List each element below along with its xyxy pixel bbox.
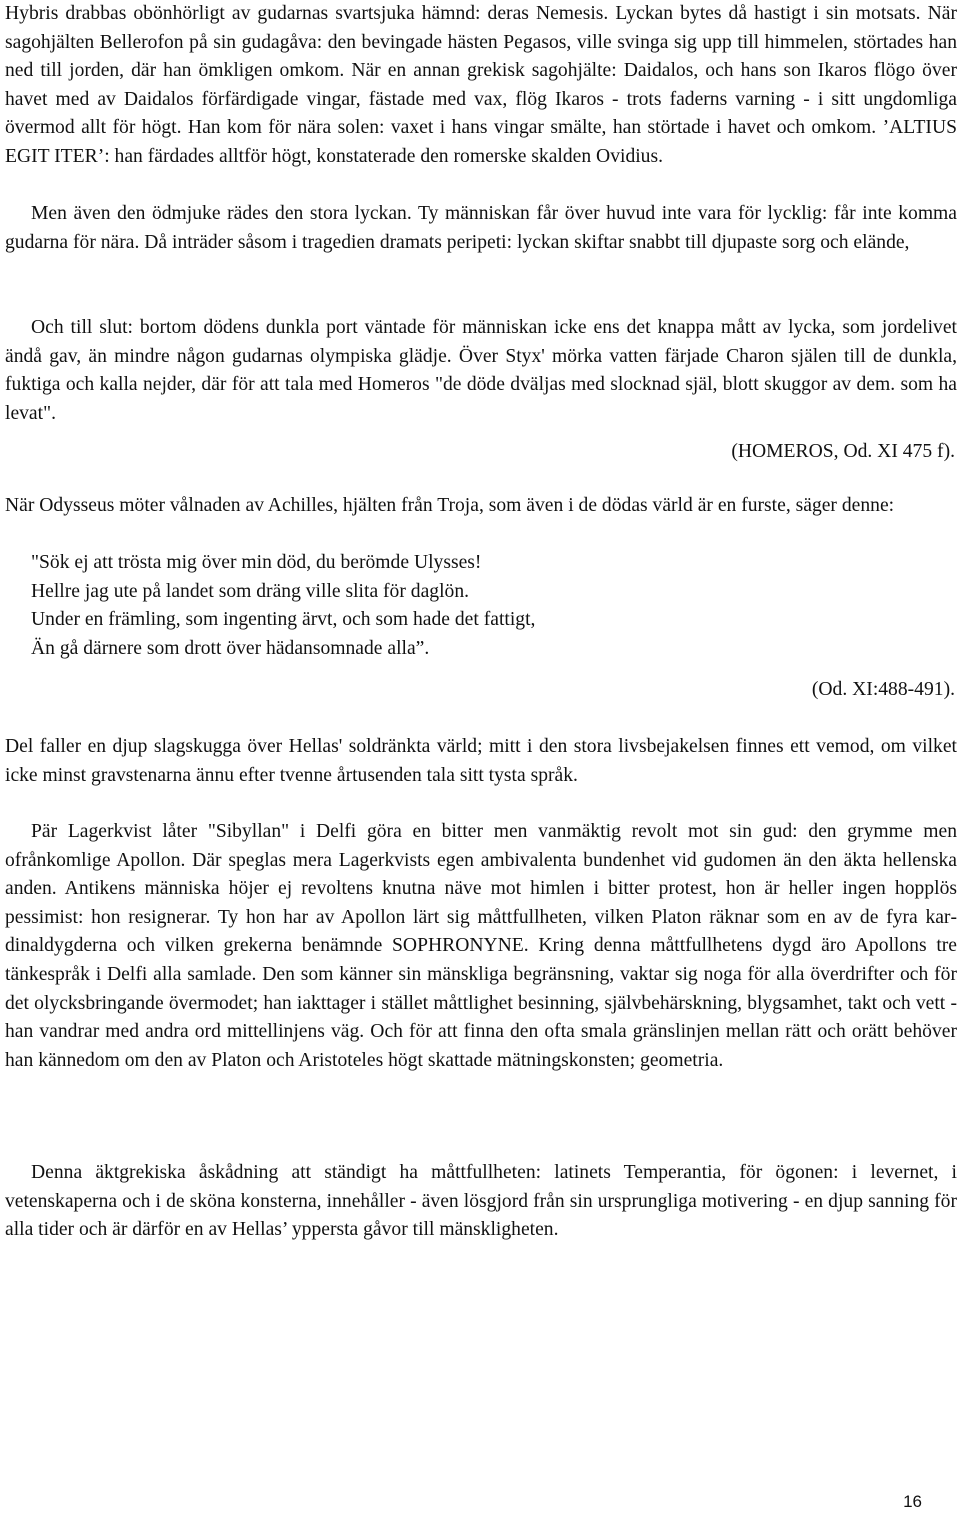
paragraph-odysseus: När Odysseus möter vålnaden av Achilles, hjälten från Troja, som även i de dödas värld är en furste, säger denne: (5, 495, 895, 516)
verse-line: Hellre jag ute på landet som dräng ville slita för daglön. (31, 580, 470, 602)
paragraph-odmjuke: Men även den ödmjuke rädes den stora lyckan. Ty människan får över huvud inte vara för lycklig: får inte komma gudarna för nära. Då inträder såsom i tragedien dramats peripeti: lyckan skiftar snabbt till djupaste sorg och elände, (5, 203, 957, 253)
verse-line: "Sök ej att trösta mig över min död, du berömde Ulysses! (31, 552, 482, 573)
verse-line: Under en främling, som ingenting ärvt, och som hade det fattigt, (31, 609, 536, 631)
verse-quote (31, 549, 535, 663)
paragraph-lagerkvist: Pär Lagerkvist låter "Sibyllan" i Delfi göra en bitter men vanmäktig revolt mot sin gud: den grymme men ofrånkomlige Apollon. Där speglas mera Lagerkvists egen ambivalenta bundenhet vid gudomen än den äkta hellenska anden. Antikens människa höjer ej revoltens knutna näve mot himlen i bitter protest, hon är heller ingen hopplös pessimist: hon resignerar. Ty hon har av Apollon lärt sig måttfullheten, vilken Platon räknar som en av de fyra kardinaldygderna och vilken grekerna benämnde SOPHRONYNE. Kring denna måttfullhetens dygd äro Apollons tre tänkespråk i Delfi alla samlade. Den som känner sin mänskliga begränsning, vaktar sig noga för alla överdrifter och för det olycksbringande övermodet; han iakttager i stället måttlighet besinning, självbehärskning, blygsamhet, takt och vett - han vandrar med andra ord mittellinjens väg. Och för att finna den ofta smala gränslinjen mellan rätt och orätt behöver han kännedom om den av Platon och Aristoteles högt skattade mätningskonsten; geometria. (5, 821, 957, 1071)
citation-odyssey: (Od. XI:488-491). (811, 679, 955, 700)
paragraph-dodens-port: Och till slut: bortom dödens dunkla port väntade för människan icke ens det knappa mått av lycka, som jordelivet ändå gav, än mindre någon gudarnas olympiska glädje. Över Styx' mörka vatten färjade Charon själen till de dunkla, fuktiga och kalla nejder, där för att tala med Homeros "de döde dväljas med slocknad själ, blott skuggor av dem. som ha levat". (5, 317, 957, 424)
paragraph-hybris: Hybris drabbas obönhörligt av gudarnas svartsjuka hämnd: deras Nemesis. Lyckan bytes då hastigt i sin motsats. När sagohjälten Bellerofon på sin gudagåva: den bevingade hästen Pegasos, ville svinga sig upp till himmelen, störtades han ned till jorden, där han ömkligen omkom. När en annan grekisk sagohjälte: Daidalos, och hans son Ikaros flögo över havet med av Daidalos förfärdigade vingar, fästade med vax, flög Ikaros - trots faderns varning - i sitt ungdomliga övermod allt för högt. Han kom för nära solen: vaxet i hans vingar smälte, han störtade i havet och omkom. ’ALTIUS EGIT ITER’: han färdades alltför högt, konstaterade den romerske skalden Ovidius. (5, 3, 957, 167)
paragraph-slagskugga: Del faller en djup slagskugga över Hellas' soldränkta värld; mitt i den stora livsbejakelsen finnes ett vemod, om vilket icke minst gravstenarna ännu efter tvenne årtusenden tala sitt tysta språk. (5, 736, 957, 786)
verse-line: Än gå därnere som drott över hädansomnade alla”. (31, 637, 430, 659)
citation-homeros: (HOMEROS, Od. XI 475 f). (731, 441, 955, 462)
paragraph-temperantia: Denna äktgrekiska åskådning att ständigt ha måttfullheten: latinets Temperantia, för ögonen: i levernet, i vetenskaperna och i de sköna konsterna, innehåller - även lösgjord från sin ursprungliga motivering - en djup sanning för alla tider och är därför en av Hellas’ yppersta gåvor till mänskligheten. (5, 1162, 957, 1241)
page-number: 16 (903, 1492, 922, 1511)
